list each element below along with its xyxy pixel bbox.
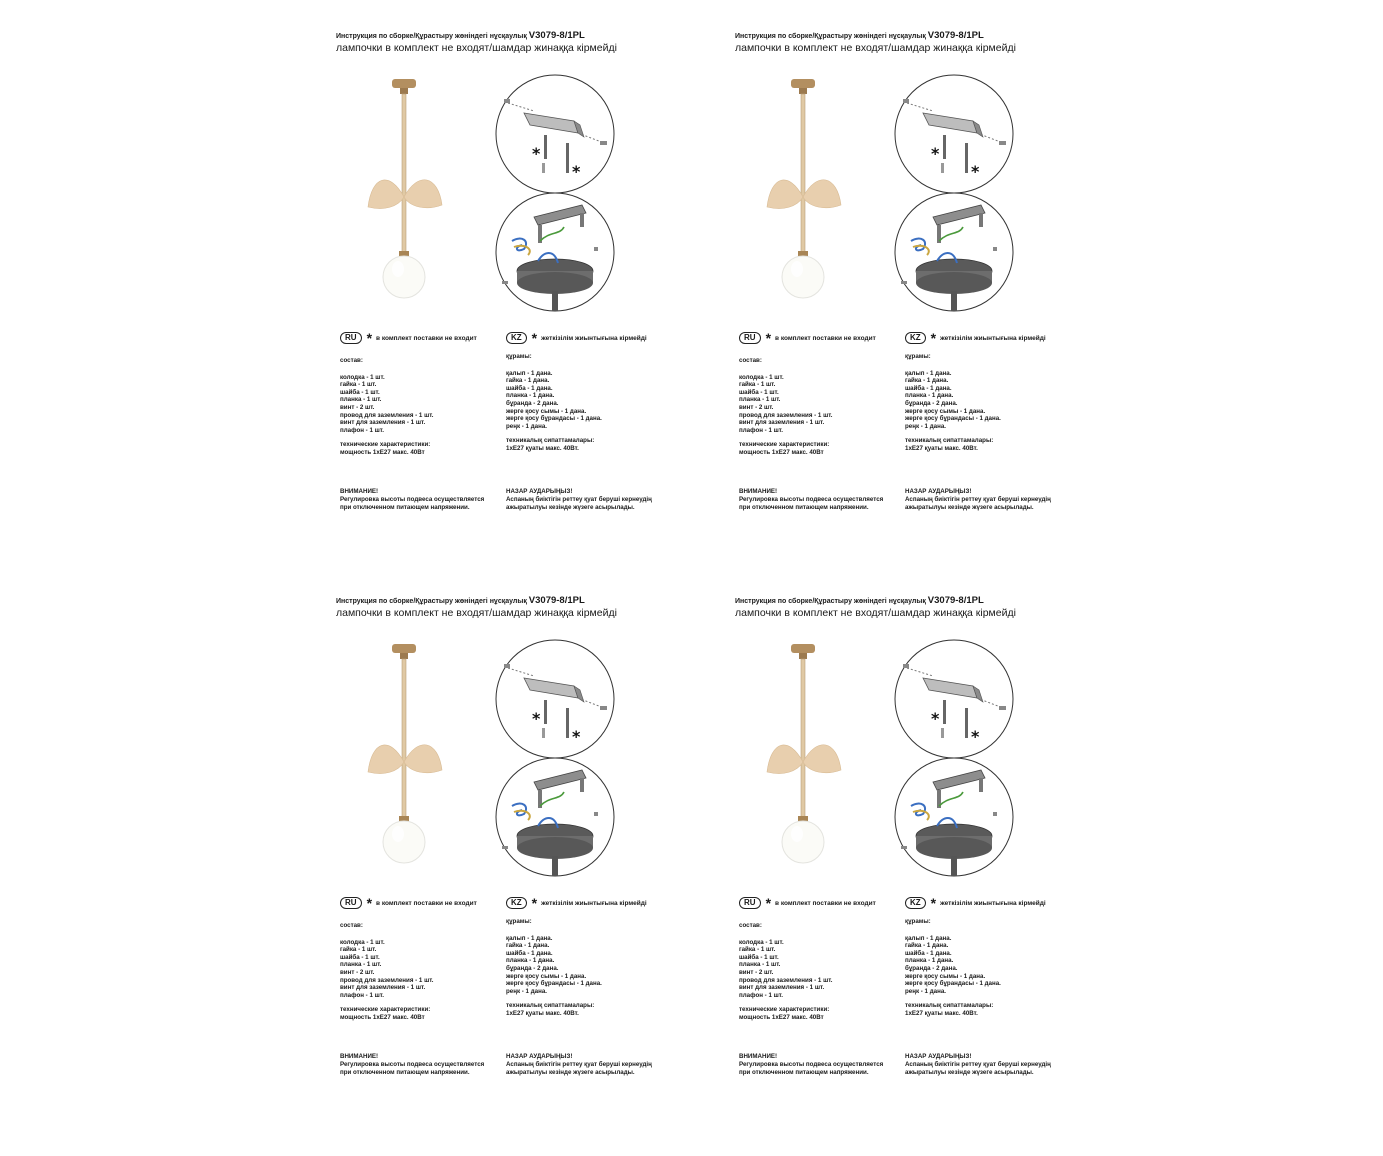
screw: [566, 143, 569, 173]
stem-top: [552, 291, 558, 311]
ru-legend: [739, 331, 876, 345]
ru-warning-text: при отключенном питающем напряжении.: [739, 1069, 869, 1076]
model-number: V3079-8/1PL: [927, 30, 984, 41]
ru-warning-text: при отключенном питающем напряжении.: [340, 504, 470, 511]
lamp-stem: [402, 659, 406, 819]
kz-note: жеткізілім жиынтығына кірмейді: [541, 334, 647, 342]
kz-contents-heading: құрамы:: [905, 918, 931, 925]
ru-note: в комплект поставки не входит: [376, 899, 477, 907]
ru-spec-value: мощность 1хЕ27 макс. 40Вт: [340, 448, 425, 456]
ru-note: в комплект поставки не входит: [775, 899, 876, 907]
ru-contents: [739, 357, 832, 457]
star-mark: *: [366, 895, 373, 911]
instruction-sheet: [735, 596, 1135, 1156]
ru-item: гайка - 1 шт.: [340, 381, 377, 389]
instruction-title: [735, 31, 1075, 42]
ru-warning: [340, 488, 484, 512]
mounting-plate-diagram: [893, 73, 1015, 195]
screw: [943, 700, 946, 724]
kz-item: шайба - 1 дана.: [905, 384, 952, 392]
ru-item: плафон - 1 шт.: [739, 426, 783, 434]
kz-warning-text: ажыратылуы кезінде жүзеге асырылады.: [506, 504, 635, 511]
ceiling-canopy: [392, 79, 416, 88]
kz-item: шайба - 1 дана.: [905, 949, 952, 957]
kz-warning-text: ажыратылуы кезінде жүзеге асырылады.: [905, 504, 1034, 511]
kz-note: жеткізілім жиынтығына кірмейді: [940, 899, 1046, 907]
kz-warning-heading: НАЗАР АУДАРЫҢЫЗ!: [905, 1053, 972, 1060]
ru-item: планка - 1 шт.: [340, 961, 382, 969]
ru-badge: RU: [340, 897, 362, 909]
ru-item: колодка - 1 шт.: [739, 938, 784, 946]
mounting-plate-diagram: [494, 638, 616, 760]
kz-item: реңк - 1 дана.: [506, 422, 547, 430]
ru-note: в комплект поставки не входит: [376, 334, 477, 342]
star-mark: *: [931, 144, 940, 163]
wiring-diagram: [494, 756, 616, 878]
ru-item: колодка - 1 шт.: [739, 373, 784, 381]
stem-top: [552, 856, 558, 876]
kz-item: гайка - 1 дана.: [905, 942, 949, 950]
kz-item: бұранда - 2 дана.: [506, 964, 559, 972]
ru-contents-heading: состав:: [739, 357, 762, 364]
instruction-sheet: [336, 596, 736, 1156]
kz-legend: [905, 896, 1046, 910]
lamp-illustration: [763, 644, 843, 904]
ru-item: провод для заземления - 1 шт.: [340, 411, 434, 419]
kz-warning-heading: НАЗАР АУДАРЫҢЫЗ!: [905, 488, 972, 495]
ru-item: винт для заземления - 1 шт.: [340, 419, 426, 427]
ru-legend: [340, 896, 477, 910]
kz-spec-value: 1хЕ27 қуаты макс. 40Вт.: [506, 1009, 579, 1017]
star-mark: *: [532, 709, 541, 728]
lamp-illustration: [364, 644, 444, 904]
star-mark: *: [931, 709, 940, 728]
star-mark: *: [930, 330, 937, 346]
kz-warning-heading: НАЗАР АУДАРЫҢЫЗ!: [506, 1053, 573, 1060]
ru-warning-heading: ВНИМАНИЕ!: [739, 1053, 778, 1060]
kz-warning: [905, 488, 1051, 512]
bulbs-note: лампочки в комплект не входят/шамдар жинаққа кірмейді: [336, 42, 617, 54]
ru-badge: RU: [739, 332, 761, 344]
kz-item: бұранда - 2 дана.: [506, 399, 559, 407]
kz-item: гайка - 1 дана.: [506, 377, 550, 385]
kz-spec-heading: техникалық сипаттамалары:: [506, 1002, 595, 1010]
star-mark: *: [531, 330, 538, 346]
left-petal: [767, 745, 803, 774]
right-petal: [803, 180, 841, 208]
ru-item: винт - 2 шт.: [340, 968, 375, 976]
ru-spec-value: мощность 1хЕ27 макс. 40Вт: [739, 448, 824, 456]
ru-note: в комплект поставки не входит: [775, 334, 876, 342]
star-mark: *: [765, 330, 772, 346]
lamp-stem: [801, 659, 805, 819]
ru-item: плафон - 1 шт.: [340, 991, 384, 999]
title-prefix: Инструкция по сборке/Құрастыру жөніндегі нұсқаулық: [735, 598, 928, 605]
screw: [566, 708, 569, 738]
kz-warning-text: Аспаның биіктігін реттеу қуат беруші кернеудің: [905, 496, 1051, 503]
ru-spec-value: мощность 1хЕ27 макс. 40Вт: [340, 1013, 425, 1021]
glass-shade: [383, 256, 425, 298]
kz-item: бұранда - 2 дана.: [905, 964, 958, 972]
ru-item: винт для заземления - 1 шт.: [340, 984, 426, 992]
ru-spec-heading: технические характеристики:: [739, 1006, 830, 1014]
kz-item: жерге қосу бұрандасы - 1 дана.: [905, 980, 1001, 988]
kz-item: жерге қосу сымы - 1 дана.: [506, 972, 587, 980]
ru-contents-heading: состав:: [340, 922, 363, 929]
kz-contents-heading: құрамы:: [506, 918, 532, 925]
kz-item: жерге қосу сымы - 1 дана.: [506, 407, 587, 415]
star-mark: *: [572, 727, 581, 746]
ceiling-canopy: [392, 644, 416, 653]
ru-spec-heading: технические характеристики:: [340, 1006, 431, 1014]
ru-warning: [340, 1053, 484, 1077]
kz-contents: [506, 918, 602, 1018]
ru-item: провод для заземления - 1 шт.: [739, 411, 833, 419]
kz-badge: KZ: [506, 332, 527, 344]
kz-item: жерге қосу бұрандасы - 1 дана.: [905, 415, 1001, 423]
star-mark: *: [765, 895, 772, 911]
ru-item: провод для заземления - 1 шт.: [340, 976, 434, 984]
kz-warning: [506, 488, 652, 512]
lamp-stem: [801, 94, 805, 254]
ru-item: гайка - 1 шт.: [739, 946, 776, 954]
kz-contents-heading: құрамы:: [905, 353, 931, 360]
ru-item: винт - 2 шт.: [739, 403, 774, 411]
kz-item: шайба - 1 дана.: [506, 384, 553, 392]
ru-badge: RU: [340, 332, 362, 344]
kz-warning-text: ажыратылуы кезінде жүзеге асырылады.: [905, 1069, 1034, 1076]
ru-warning-text: Регулировка высоты подвеса осуществляется: [739, 1061, 884, 1068]
instruction-title: [735, 596, 1075, 607]
kz-note: жеткізілім жиынтығына кірмейді: [541, 899, 647, 907]
ru-legend: [739, 896, 876, 910]
kz-warning-text: Аспаның биіктігін реттеу қуат беруші кернеудің: [905, 1061, 1051, 1068]
kz-badge: KZ: [905, 332, 926, 344]
bulbs-note: лампочки в комплект не входят/шамдар жинаққа кірмейді: [735, 607, 1016, 619]
model-number: V3079-8/1PL: [528, 595, 585, 606]
kz-item: қалып - 1 дана.: [506, 369, 553, 377]
kz-item: жерге қосу бұрандасы - 1 дана.: [506, 980, 602, 988]
lamp-illustration: [763, 79, 843, 339]
model-number: V3079-8/1PL: [528, 30, 585, 41]
kz-legend: [506, 331, 647, 345]
right-petal: [404, 745, 442, 773]
ru-item: планка - 1 шт.: [739, 961, 781, 969]
ru-item: шайба - 1 шт.: [340, 953, 380, 961]
kz-item: гайка - 1 дана.: [905, 377, 949, 385]
kz-item: жерге қосу сымы - 1 дана.: [905, 407, 986, 415]
kz-spec-value: 1хЕ27 қуаты макс. 40Вт.: [905, 1009, 978, 1017]
ru-item: шайба - 1 шт.: [340, 388, 380, 396]
kz-item: планка - 1 дана.: [506, 957, 555, 965]
kz-spec-heading: техникалық сипаттамалары:: [506, 437, 595, 445]
kz-item: бұранда - 2 дана.: [905, 399, 958, 407]
ru-item: шайба - 1 шт.: [739, 388, 779, 396]
left-petal: [368, 180, 404, 209]
title-prefix: Инструкция по сборке/Құрастыру жөніндегі нұсқаулық: [336, 598, 529, 605]
screw: [544, 135, 547, 159]
kz-item: жерге қосу бұрандасы - 1 дана.: [506, 415, 602, 423]
instruction-sheet: [336, 31, 736, 591]
ru-contents-heading: состав:: [739, 922, 762, 929]
glass-shade: [782, 821, 824, 863]
kz-badge: KZ: [506, 897, 527, 909]
kz-legend: [506, 896, 647, 910]
kz-item: реңк - 1 дана.: [506, 987, 547, 995]
kz-item: жерге қосу сымы - 1 дана.: [905, 972, 986, 980]
kz-item: қалып - 1 дана.: [506, 934, 553, 942]
ru-warning: [739, 1053, 883, 1077]
kz-item: планка - 1 дана.: [905, 957, 954, 965]
ru-item: плафон - 1 шт.: [739, 991, 783, 999]
star-mark: *: [572, 162, 581, 181]
kz-item: қалып - 1 дана.: [905, 369, 952, 377]
ru-item: шайба - 1 шт.: [739, 953, 779, 961]
kz-item: қалып - 1 дана.: [905, 934, 952, 942]
ru-item: планка - 1 шт.: [340, 396, 382, 404]
model-number: V3079-8/1PL: [927, 595, 984, 606]
kz-spec-value: 1хЕ27 қуаты макс. 40Вт.: [905, 444, 978, 452]
screw: [965, 143, 968, 173]
kz-contents: [905, 353, 1001, 453]
kz-legend: [905, 331, 1046, 345]
kz-warning-text: Аспаның биіктігін реттеу қуат беруші кернеудің: [506, 496, 652, 503]
ru-spec-value: мощность 1хЕ27 макс. 40Вт: [739, 1013, 824, 1021]
star-mark: *: [531, 895, 538, 911]
ru-item: планка - 1 шт.: [739, 396, 781, 404]
kz-warning: [905, 1053, 1051, 1077]
glass-shade: [782, 256, 824, 298]
kz-note: жеткізілім жиынтығына кірмейді: [940, 334, 1046, 342]
mounting-plate-diagram: [494, 73, 616, 195]
ru-item: колодка - 1 шт.: [340, 373, 385, 381]
kz-item: гайка - 1 дана.: [506, 942, 550, 950]
lamp-stem: [402, 94, 406, 254]
bulbs-note: лампочки в комплект не входят/шамдар жинаққа кірмейді: [336, 607, 617, 619]
ru-item: винт - 2 шт.: [340, 403, 375, 411]
ru-item: провод для заземления - 1 шт.: [739, 976, 833, 984]
kz-item: шайба - 1 дана.: [506, 949, 553, 957]
wiring-diagram: [893, 756, 1015, 878]
left-petal: [368, 745, 404, 774]
ru-contents: [340, 922, 433, 1022]
ru-item: гайка - 1 шт.: [739, 381, 776, 389]
ru-spec-heading: технические характеристики:: [340, 441, 431, 449]
ru-warning-heading: ВНИМАНИЕ!: [340, 488, 379, 495]
ru-warning-text: Регулировка высоты подвеса осуществляется: [340, 496, 485, 503]
right-petal: [803, 745, 841, 773]
ceiling-canopy: [791, 79, 815, 88]
ru-warning-text: Регулировка высоты подвеса осуществляется: [739, 496, 884, 503]
instruction-title: [336, 31, 676, 42]
lamp-illustration: [364, 79, 444, 339]
ru-item: винт для заземления - 1 шт.: [739, 419, 825, 427]
ru-item: гайка - 1 шт.: [340, 946, 377, 954]
kz-item: реңк - 1 дана.: [905, 422, 946, 430]
ru-item: винт - 2 шт.: [739, 968, 774, 976]
kz-item: планка - 1 дана.: [506, 392, 555, 400]
kz-item: реңк - 1 дана.: [905, 987, 946, 995]
kz-spec-value: 1хЕ27 қуаты макс. 40Вт.: [506, 444, 579, 452]
ru-warning-text: при отключенном питающем напряжении.: [739, 504, 869, 511]
instruction-title: [336, 596, 676, 607]
screw: [544, 700, 547, 724]
star-mark: *: [971, 727, 980, 746]
ru-contents-heading: состав:: [340, 357, 363, 364]
star-mark: *: [366, 330, 373, 346]
stem-top: [951, 291, 957, 311]
kz-contents-heading: құрамы:: [506, 353, 532, 360]
ru-item: винт для заземления - 1 шт.: [739, 984, 825, 992]
kz-spec-heading: техникалық сипаттамалары:: [905, 1002, 994, 1010]
kz-contents: [905, 918, 1001, 1018]
title-prefix: Инструкция по сборке/Құрастыру жөніндегі нұсқаулық: [735, 33, 928, 40]
screw: [943, 135, 946, 159]
ru-legend: [340, 331, 477, 345]
ru-warning-heading: ВНИМАНИЕ!: [739, 488, 778, 495]
ru-item: колодка - 1 шт.: [340, 938, 385, 946]
ru-warning-heading: ВНИМАНИЕ!: [340, 1053, 379, 1060]
ru-warning: [739, 488, 883, 512]
ru-item: плафон - 1 шт.: [340, 426, 384, 434]
ru-badge: RU: [739, 897, 761, 909]
star-mark: *: [971, 162, 980, 181]
kz-spec-heading: техникалық сипаттамалары:: [905, 437, 994, 445]
star-mark: *: [532, 144, 541, 163]
wiring-diagram: [494, 191, 616, 313]
ru-warning-text: Регулировка высоты подвеса осуществляется: [340, 1061, 485, 1068]
ru-contents: [340, 357, 433, 457]
right-petal: [404, 180, 442, 208]
kz-badge: KZ: [905, 897, 926, 909]
ru-warning-text: при отключенном питающем напряжении.: [340, 1069, 470, 1076]
mounting-plate-diagram: [893, 638, 1015, 760]
glass-shade: [383, 821, 425, 863]
kz-warning: [506, 1053, 652, 1077]
screw: [965, 708, 968, 738]
left-petal: [767, 180, 803, 209]
kz-item: планка - 1 дана.: [905, 392, 954, 400]
stem-top: [951, 856, 957, 876]
ceiling-canopy: [791, 644, 815, 653]
ru-contents: [739, 922, 832, 1022]
wiring-diagram: [893, 191, 1015, 313]
bulbs-note: лампочки в комплект не входят/шамдар жинаққа кірмейді: [735, 42, 1016, 54]
kz-warning-heading: НАЗАР АУДАРЫҢЫЗ!: [506, 488, 573, 495]
kz-warning-text: ажыратылуы кезінде жүзеге асырылады.: [506, 1069, 635, 1076]
instruction-sheet: [735, 31, 1135, 591]
ru-spec-heading: технические характеристики:: [739, 441, 830, 449]
title-prefix: Инструкция по сборке/Құрастыру жөніндегі нұсқаулық: [336, 33, 529, 40]
star-mark: *: [930, 895, 937, 911]
kz-contents: [506, 353, 602, 453]
kz-warning-text: Аспаның биіктігін реттеу қуат беруші кернеудің: [506, 1061, 652, 1068]
